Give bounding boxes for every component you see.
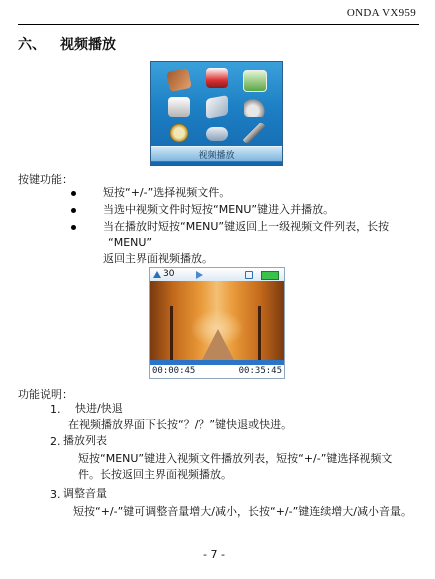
- lock-icon: [245, 271, 253, 279]
- item-desc-2-line2: 件。长按返回主界面视频播放。: [78, 468, 232, 481]
- menu-selected-bar: [151, 146, 282, 162]
- tree-trunk: [170, 306, 173, 360]
- header-model: ONDA VX959: [346, 7, 416, 19]
- total-time: 00:35:45: [238, 366, 282, 376]
- item-desc-3: 短按“+/-”键可调整音量增大/减小，长按“+/-”键连续增大/减小音量。: [73, 505, 412, 518]
- bullet-text-3-line2: “MENU”: [108, 236, 153, 249]
- menu-bar-label: 视频播放: [198, 151, 235, 161]
- bullet-text-1: 短按“+/-”选择视频文件。: [103, 186, 231, 199]
- elapsed-time: 00:00:45: [152, 366, 196, 376]
- volume-icon: [153, 271, 161, 278]
- camera-icon: [168, 97, 190, 117]
- bullet-dot: [71, 191, 76, 196]
- video-icon: [166, 68, 192, 92]
- item-desc-1: 在视频播放界面下长按“？/？”键快退或快进。: [68, 418, 293, 431]
- section-title-text: 视频播放: [60, 37, 116, 53]
- volume-level: 30: [163, 269, 175, 279]
- settings-wrench-icon: [243, 123, 265, 143]
- play-icon: [196, 271, 203, 279]
- bullet-text-3-line3: 返回主界面视频播放。: [103, 252, 213, 265]
- item-title-3: 调整音量: [63, 487, 107, 500]
- page-number: - 7 -: [203, 548, 225, 561]
- bullet-dot: [71, 208, 76, 213]
- search-icon: [168, 123, 190, 143]
- progress-bar: [150, 360, 284, 365]
- item-number-1: 1.: [50, 403, 61, 416]
- bullet-dot: [71, 225, 76, 230]
- item-desc-2-line1: 短按“MENU”键进入视频文件播放列表，短按“+/-”键选择视频文: [78, 452, 393, 465]
- menu-screenshot: [150, 61, 283, 166]
- header-divider: [18, 24, 419, 25]
- road: [202, 329, 234, 360]
- bullet-text-2: 当选中视频文件时短按“MENU”键进入并播放。: [103, 203, 335, 216]
- photo-icon: [243, 70, 267, 92]
- section-title: [18, 34, 116, 54]
- music-icon: [244, 97, 266, 117]
- item-title-2: 播放列表: [63, 434, 107, 447]
- item-title-1: 快进/快退: [75, 402, 123, 415]
- video-status-bar: [150, 268, 284, 281]
- game-icon: [206, 127, 228, 141]
- function-label: 功能说明：: [18, 388, 73, 401]
- video-screenshot: [149, 267, 285, 379]
- buttons-label: 按键功能：: [18, 173, 73, 186]
- item-number-3: 3.: [50, 488, 61, 501]
- bullet-text-3-line1: 当在播放时短按“MENU”键返回上一级视频文件列表，长按: [103, 220, 390, 233]
- section-number: 六、: [18, 37, 46, 53]
- book-icon: [206, 95, 228, 119]
- tree-trunk: [258, 306, 261, 360]
- video-frame: [150, 281, 284, 360]
- battery-icon: [261, 271, 279, 280]
- clapper-icon: [206, 68, 228, 88]
- item-number-2: 2.: [50, 435, 61, 448]
